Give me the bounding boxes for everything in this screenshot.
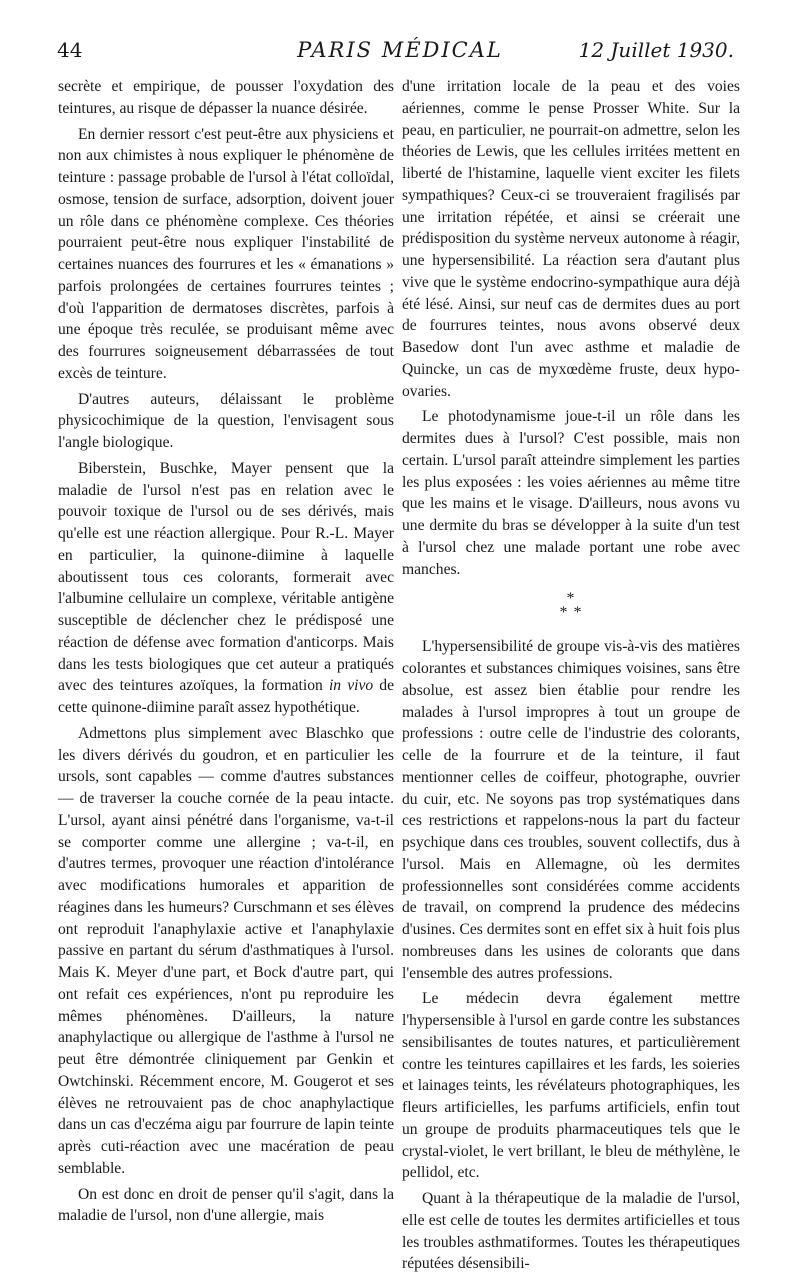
paragraph: En dernier ressort c'est peut-être aux physiciens et non aux chimistes à nous expliquer le phénomène de teinture : passage probable de l'ursol à l'état colloïdal, osmose, tension de surface, adsorption, doivent jouer un rôle dans ce phénomène complexe. Ces théories pourraient peut-être nous expliquer l'instabilité de certaines nuances des fourrures et les « émanations » parfois prolongées de certaines fourrures teintes ; d'où l'apparition de dermatoses discrètes, parfois à une époque très reculée, se produisant même avec des fourrures soigneusement débarrassées de tout excès de teinture. [58,125,394,382]
paragraph: Le photodynamisme joue-t-il un rôle dans les dermites dues à l'ursol? C'est possible, mais non certain. L'ursol paraît atteindre simplement les parties les plus exposées : les voies aériennes au même titre que les mains et le visage. D'ailleurs, nous avons vu une dermite du bras se développer à la suite d'un test à l'ursol chez une malade portant une robe avec manches. [402,408,740,578]
section-separator [402,592,740,620]
left-column [58,76,394,1227]
paragraph: Admettons plus simplement avec Blaschko que les divers dérivés du goudron, et en particulier les ursols, sont capables — comme d'autres substances — de traverser la couche cornée de la peau intacte. L'ursol, ayant ainsi pénétré dans l'organisme, va-t-il se comporter comme une allergine ; va-t-il, en d'autres termes, provoquer une réaction d'intolérance avec modifications humorales et apparition de réagines dans les humeurs? Curschmann et ses élèves ont reproduit l'anaphylaxie active et l'anaphylaxie passive en partant du sérum d'asthmatiques à l'ursol. Mais K. Meyer d'une part, et Bock d'autre part, qui ont refait ces expériences, n'ont pu reproduire les mêmes phénomènes. D'ailleurs, la nature anaphylactique ou allergique de l'asthme à l'ursol ne peut être démontrée cliniquement par Genkin et Owtchinski. Récemment encore, M. Gougerot et ses élèves ne retrouvaient pas de choc anaphylactique dans un cas d'eczéma aigu par fourrure de lapin teinte après cuti-réaction avec une macération de peau semblable. [58,724,394,1177]
paragraph: d'une irritation locale de la peau et des voies aériennes, comme le pense Prosser White. Sur la peau, en particulier, ne pourrait-on admettre, selon les théories de Lewis, que les cellules irritées mettent en liberté de l'histamine, laquelle vient exciter les filets sympathiques? Ceux-ci se trouveraient fragilisés par une irritation répétée, et ainsi se créerait une prédisposition du système nerveux autonome à réagir, une hypersensibilité. La réaction sera d'autant plus vive que le système endocrino-sympathique aura déjà été lésé. Ainsi, sur neuf cas de dermites dues au port de fourrures teintes, nous avons observé deux Basedow dont l'un avec asthme et maladie de Quincke, un cas de myxœdème fruste, deux hypo-ovaries. [402,78,740,400]
journal-title: PARIS MÉDICAL [297,38,503,62]
paragraph: Quant à la thérapeutique de la maladie de l'ursol, elle est celle de toutes les dermites artificielles et tous les troubles asthmatiformes. Toutes les thérapeutiques réputées désensibili- [402,1190,740,1273]
issue-date: 12 Juillet 1930. [578,38,734,62]
paragraph: D'autres auteurs, délaissant le problème physicochimique de la question, l'envisagent sous l'angle biologique. [58,390,394,451]
separator-star-bottom: * * [559,604,583,622]
paragraph: secrète et empirique, de pousser l'oxydation des teintures, au risque de dépasser la nuance désirée. [58,78,394,117]
paragraph-text: de cette quinone-diimine paraît assez hypothétique. [58,677,395,716]
page-header [0,38,800,68]
paragraph [58,458,394,719]
separator-star-top: * [566,590,576,608]
paragraph: On est donc en droit de penser qu'il s'agit, dans la maladie de l'ursol, non d'une allergie, mais [58,1185,394,1225]
right-column [402,76,740,1275]
page-number: 44 [57,38,83,62]
paragraph: Le médecin devra également mettre l'hypersensible à l'ursol en garde contre les substances sensibilisantes de toutes natures, et particulièrement contre les teintures capillaires et les fards, les soieries et lainages teints, les révélateurs photographiques, les fleurs artificielles, les parfums artificiels, enfin tout un groupe de produits pharmaceutiques tels que le crystal-violet, le vert brillant, le bleu de méthylène, le pellidol, etc. [402,990,740,1182]
italic-term: in vivo [328,677,374,695]
paragraph: L'hypersensibilité de groupe vis-à-vis des matières colorantes et substances chimiques voisines, sans être absolue, est assez bien établie pour rendre les malades à l'ursol impropres à tout un groupe de professions : outre celle de l'industrie des colorants, celle de la fourrure et de la teinture, il faut mentionner celles de coiffeur, photographe, ouvrier du cuir, etc. Ne soyons pas trop systématiques dans ces restrictions et rappelons-nous la part du facteur psychique dans ces troubles, souvent collectifs, dus à l'ursol. Mais en Allemagne, où les dermites professionnelles sont considérées comme accidents de travail, on comprend la prudence des médecins d'usines. Ces dermites sont en effet six à huit fois plus nombreuses dans les usines de colorants que dans l'ensemble des autres professions. [402,638,740,982]
paragraph-text: Biberstein, Buschke, Mayer pensent que la maladie de l'ursol n'est pas en relation avec le pouvoir toxique de l'ursol ou de ses dérivés, mais qu'elle est une réaction allergique. Pour R.-L. Mayer en particulier, la quinone-diimine à laquelle aboutissent tous ces colorants, formerait avec l'albumine cellulaire un complexe, véritable antigène susceptible de déclencher chez le prédisposé une réaction de défense avec formation d'anticorps. Mais dans les tests biologiques que cet auteur a pratiqués avec des teintures azoïques, la formation [58,459,394,695]
